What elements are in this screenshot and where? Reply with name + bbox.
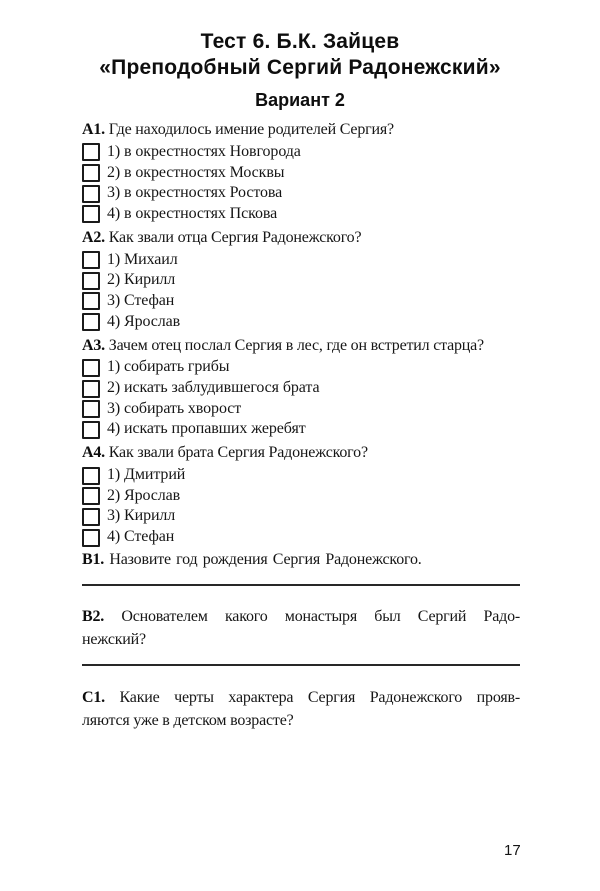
option-row — [82, 269, 520, 290]
question-b1 — [82, 549, 520, 571]
option-row — [82, 398, 520, 419]
question-a2 — [82, 227, 520, 332]
test-title-line1: Тест 6. Б.К. Зайцев — [200, 30, 400, 53]
question-title-line2: ляются уже в детском возрасте? — [82, 712, 294, 729]
answer-checkbox[interactable] — [82, 508, 100, 526]
option-label: 2) Ярослав — [107, 486, 181, 504]
answer-checkbox[interactable] — [82, 529, 100, 547]
page-number: 17 — [504, 842, 521, 859]
option-row — [82, 290, 520, 311]
question-text: Как звали отца Сергия Радонежского? — [108, 228, 362, 246]
question-b2 — [82, 605, 520, 651]
question-number: А2. — [82, 228, 105, 246]
question-text: Основателем какого монастыря был Сергий Радо- — [121, 608, 520, 625]
question-number: А4. — [82, 444, 105, 462]
question-number: В2. — [82, 608, 105, 625]
question-title — [82, 227, 520, 249]
answer-checkbox[interactable] — [82, 487, 100, 505]
answer-checkbox[interactable] — [82, 380, 100, 398]
questions-area — [82, 119, 520, 732]
option-label: 3) собирать хворост — [107, 399, 242, 417]
answer-checkbox[interactable] — [82, 359, 100, 377]
option-label: 4) Ярослав — [107, 312, 181, 330]
option-label: 1) в окрестностях Новгорода — [107, 142, 301, 160]
option-row — [82, 526, 520, 547]
option-row — [82, 464, 520, 485]
question-title — [82, 119, 520, 141]
option-row — [82, 311, 520, 332]
answer-checkbox[interactable] — [82, 143, 100, 161]
answer-checkbox[interactable] — [82, 313, 100, 331]
option-row — [82, 419, 520, 440]
answer-line — [82, 584, 520, 586]
answer-checkbox[interactable] — [82, 421, 100, 439]
option-label: 4) искать пропавших жеребят — [107, 420, 306, 438]
answer-checkbox[interactable] — [82, 185, 100, 203]
option-label: 4) Стефан — [107, 528, 175, 546]
option-row — [82, 357, 520, 378]
option-row — [82, 141, 520, 162]
question-text: Какие черты характера Сергия Радонежского прояв- — [119, 689, 520, 706]
answer-checkbox[interactable] — [82, 272, 100, 290]
answer-checkbox[interactable] — [82, 292, 100, 310]
question-text: Зачем отец послал Сергия в лес, где он встретил старца? — [108, 336, 484, 354]
answer-checkbox[interactable] — [82, 251, 100, 269]
question-title — [82, 442, 520, 464]
question-text: Назовите год рождения Сергия Радонежского. — [109, 551, 422, 568]
test-title-line2: «Преподобный Сергий Радонежский» — [99, 56, 501, 79]
option-row — [82, 506, 520, 527]
question-text: Как звали брата Сергия Радонежского? — [108, 444, 368, 462]
question-a4 — [82, 442, 520, 547]
question-title-line1 — [82, 686, 520, 709]
answer-checkbox[interactable] — [82, 467, 100, 485]
option-row — [82, 162, 520, 183]
question-number: А1. — [82, 121, 105, 138]
answer-line — [82, 664, 520, 666]
question-title — [82, 335, 520, 357]
question-title-line2: нежский? — [82, 631, 146, 648]
option-label: 1) Дмитрий — [107, 466, 186, 484]
option-label: 2) в окрестностях Москвы — [107, 163, 285, 181]
option-row — [82, 203, 520, 224]
answer-checkbox[interactable] — [82, 205, 100, 223]
option-label: 3) Кирилл — [107, 507, 176, 525]
option-label: 4) в окрестностях Пскова — [107, 204, 278, 222]
option-label: 2) Кирилл — [107, 271, 176, 289]
variant-label: Вариант 2 — [255, 90, 345, 110]
option-row — [82, 485, 520, 506]
option-label: 3) Стефан — [107, 291, 175, 309]
question-c1 — [82, 686, 520, 732]
option-row — [82, 182, 520, 203]
option-label: 2) искать заблудившегося брата — [107, 379, 320, 397]
option-row — [82, 377, 520, 398]
question-number: С1. — [82, 689, 105, 706]
test-header — [0, 0, 600, 110]
question-a1 — [82, 119, 520, 224]
answer-checkbox[interactable] — [82, 400, 100, 418]
option-label: 1) собирать грибы — [107, 358, 230, 376]
question-number: А3. — [82, 336, 105, 354]
question-number: В1. — [82, 551, 105, 568]
question-title — [82, 549, 520, 571]
option-row — [82, 249, 520, 270]
question-title-line1 — [82, 605, 520, 628]
answer-checkbox[interactable] — [82, 164, 100, 182]
question-a3 — [82, 335, 520, 440]
option-label: 1) Михаил — [107, 250, 178, 268]
question-text: Где находилось имение родителей Сергия? — [108, 121, 394, 138]
option-label: 3) в окрестностях Ростова — [107, 184, 283, 202]
